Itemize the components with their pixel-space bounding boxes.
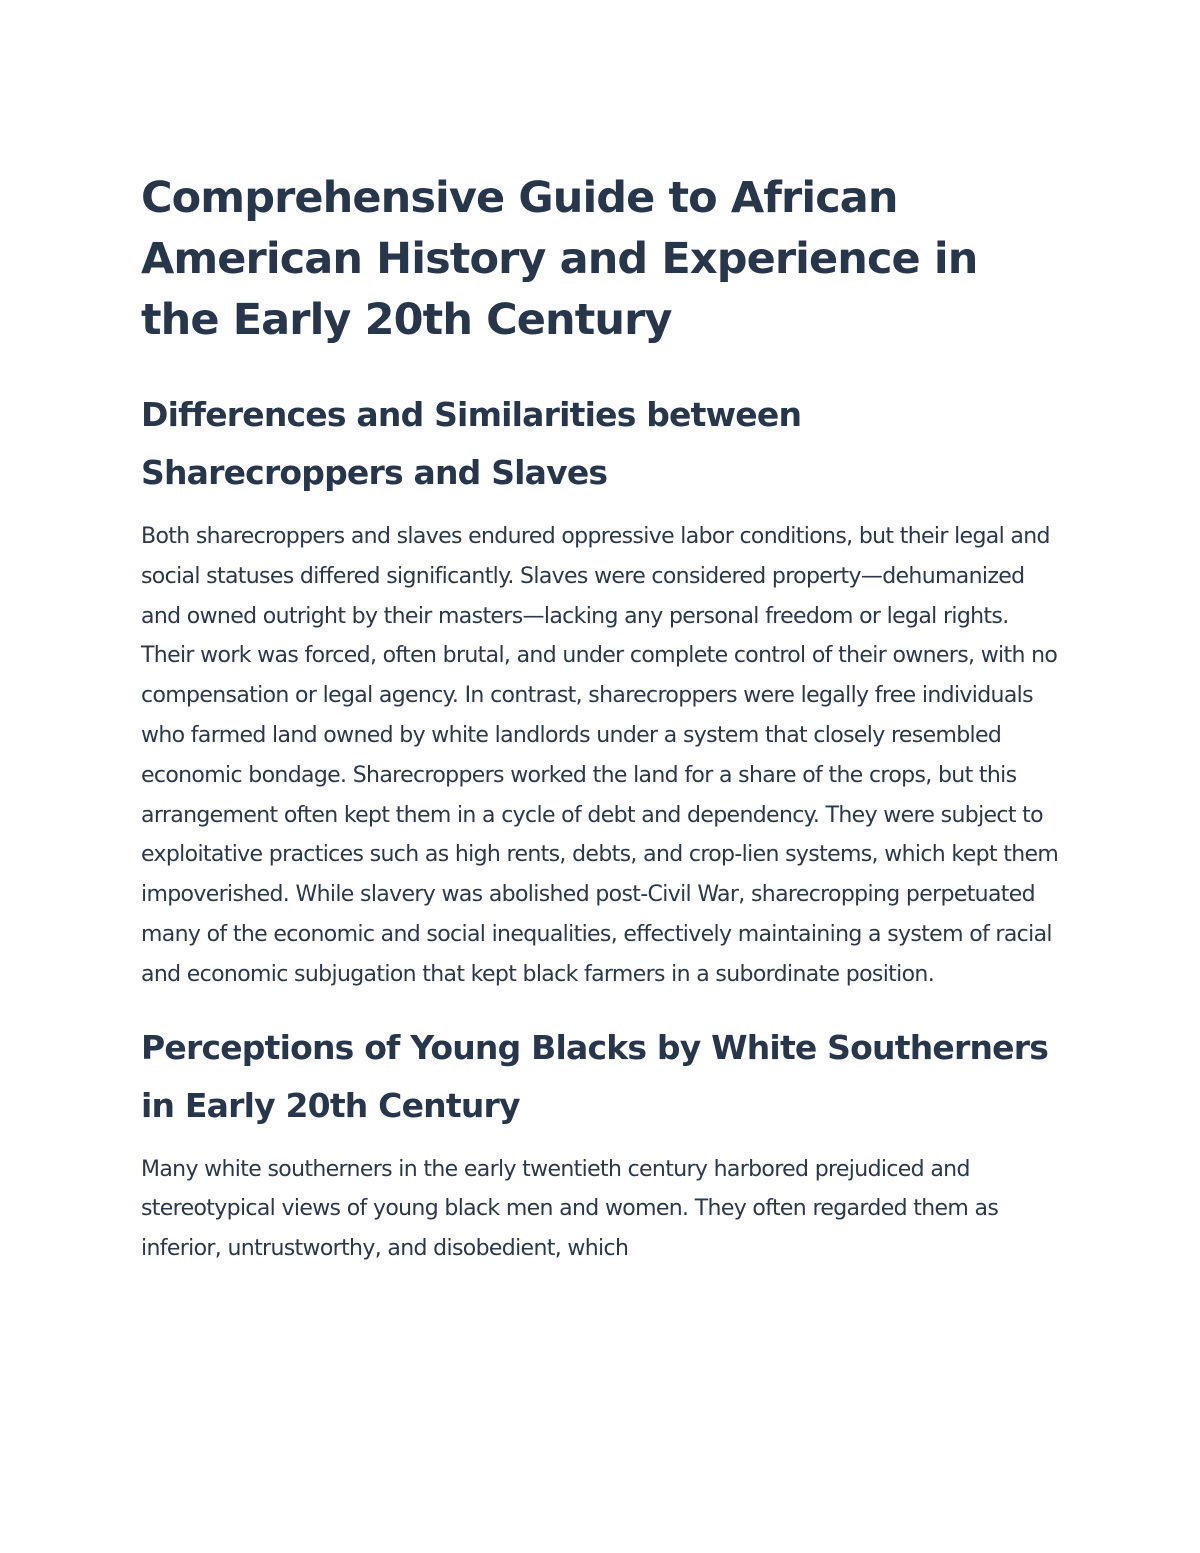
page-title: Comprehensive Guide to African American History and Experience in the Early 20th Century [141, 173, 978, 345]
section-heading: Perceptions of Young Blacks by White Southerners in Early 20th Century [141, 1027, 1049, 1125]
section-heading: Differences and Similarities between Sharecroppers and Slaves [141, 395, 802, 492]
section-paragraph: Many white southerners in the early twentieth century harbored prejudiced and stereotypical views of young black men and women. They often regarded them as inferior, untrustworthy, and disobedient, which [141, 1156, 999, 1262]
section-paragraph: Both sharecroppers and slaves endured oppressive labor conditions, but their legal and social statuses differed significantly. Slaves were considered property—dehumanized and owned outright by their masters—lacking any personal freedom or legal rights. Their work was forced, often brutal, and under complete control of their owners, with no compensation or legal agency. In contrast, sharecroppers were legally free individuals who farmed land owned by white landlords under a system that closely resembled economic bondage. Sharecroppers worked the land for a share of the crops, but this arrangement often kept them in a cycle of debt and dependency. They were subject to exploitative practices such as high rents, debts, and crop-lien systems, which kept them impoverished. While slavery was abolished post-Civil War, sharecropping perpetuated many of the economic and social inequalities, effectively maintaining a system of racial and economic subjugation that kept black farmers in a subordinate position. [141, 524, 1059, 987]
section-sharecroppers-vs-slaves [141, 386, 1061, 995]
section-perceptions-of-young-blacks [141, 1019, 1061, 1269]
document-page [141, 168, 1061, 1269]
